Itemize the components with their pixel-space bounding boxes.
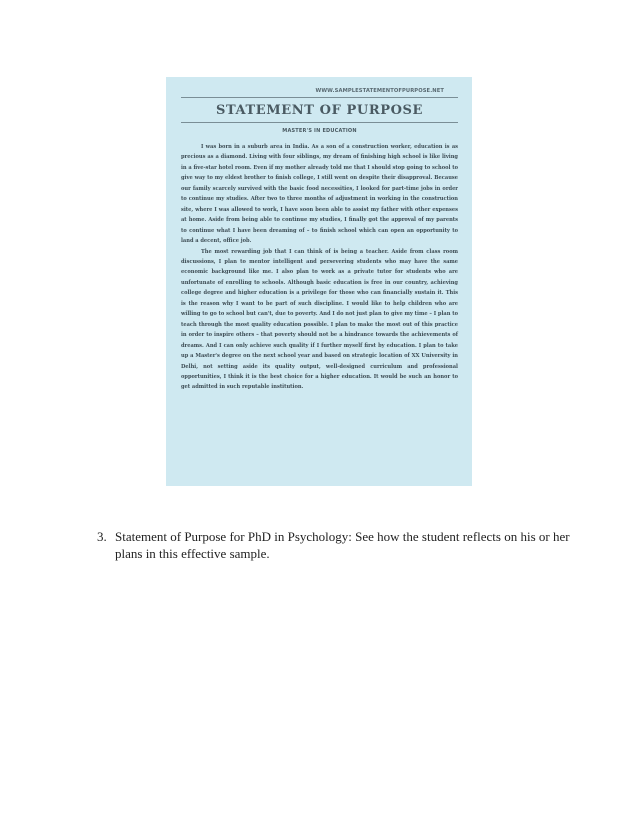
- title-rule-top: [181, 97, 458, 98]
- body-paragraph: The most rewarding job that I can think of is being a teacher. Aside from class room discussions, I plan to mentor intelligent and persevering students who may have the same economic background like me. I also plan to work as a private tutor for students who are unfortunate of enrolling to schools. Although basic education is free in our country, achieving college degree and higher education is a privilege for those who can financially sustain it. This is the reason why I want to be part of such discipline. I would like to help children who are willing to go to school but can't, due to poverty. And I do not just plan to give my time – I plan to teach through the most quality education possible. I plan to make the most out of this practice in order to inspire others – that poverty should not be a hindrance towards the achievements of dreams. And I can only achieve such quality if I further myself first by education. I plan to take up a Master's degree on the next school year and based on strategic location of XX University in Delhi, not setting aside its quality output, well-designed curriculum and professional opportunities, I think it is the best choice for a higher education. It would be such an honor to get admitted in such reputable institution.: [181, 248, 458, 391]
- body-paragraph: I was born in a suburb area in India. As a son of a construction worker, education is as precious as a diamond. Living with four siblings, my dream of finishing high school is like living in a five-star hotel room. Even if my mother already told me that I should stop going to school to give way to my eldest brother to finish college, I still went on despite their disapproval. Because our family scarcely survived with the basic food necessities, I looked for part-time jobs in order to continue my studies. After two to three months of adjustment in working in the construction site, where I was allowed to work, I have soon been able to assist my father with other expenses at home. Aside from being able to continue my studies, I finally got the approval of my parents to continue what I have been dreaming of – to finish school which can open an opportunity to land a decent, office job.: [181, 144, 458, 245]
- list-item-caption: [97, 528, 577, 562]
- website-url: WWW.SAMPLESTATEMENTOFPURPOSE.NET: [315, 88, 444, 94]
- caption-text: Statement of Purpose for PhD in Psychology: See how the student reflects on his or her plans in this effective sample.: [115, 529, 570, 561]
- document-body: [181, 142, 458, 393]
- sample-document-image: [166, 77, 472, 486]
- document-subtitle: MASTER'S IN EDUCATION: [282, 128, 357, 134]
- list-number: 3.: [97, 529, 107, 544]
- title-rule-bottom: [181, 122, 458, 123]
- document-title: STATEMENT OF PURPOSE: [215, 103, 424, 118]
